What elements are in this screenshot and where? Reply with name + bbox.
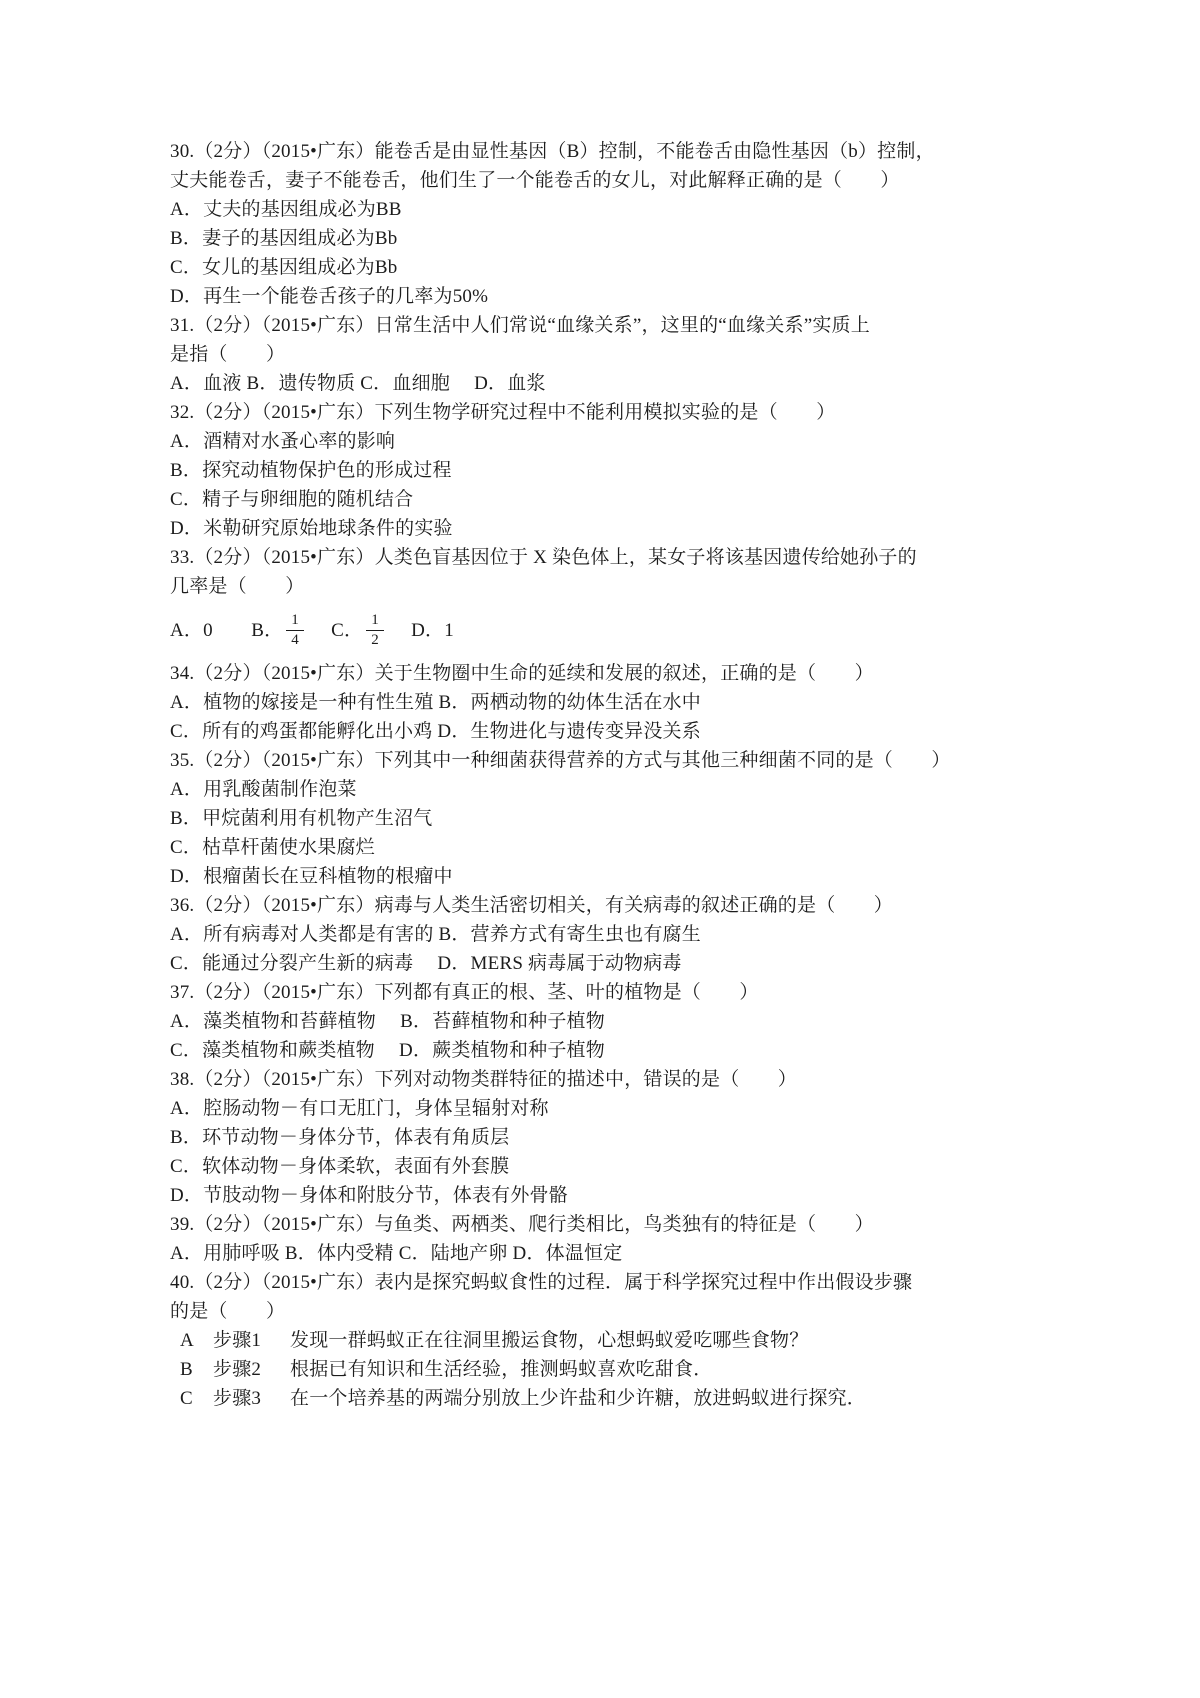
question-38-stem-line: 38.（2分）（2015•广东）下列对动物类群特征的描述中，错误的是（ ）	[170, 1069, 798, 1090]
question-39-option-line: A．用肺呼吸 B．体内受精 C．陆地产卵 D．体温恒定	[170, 1243, 623, 1264]
question-32-stem-line: 32.（2分）（2015•广东）下列生物学研究过程中不能利用模拟实验的是（ ）	[170, 402, 836, 423]
question-31-stem-line: 是指（ ）	[170, 344, 286, 365]
question-35-stem-line: 35.（2分）（2015•广东）下列其中一种细菌获得营养的方式与其他三种细菌不同的是（ ）	[170, 750, 951, 771]
question-31-option-line: A．血液 B．遗传物质 C．血细胞 D．血浆	[170, 373, 546, 394]
table-row-step: 步骤1	[213, 1330, 262, 1351]
question-32-option-line: A．酒精对水蚤心率的影响	[170, 431, 396, 452]
question-40-table-row	[170, 1384, 1070, 1413]
question-34-option-line: C．所有的鸡蛋都能孵化出小鸡 D．生物进化与遗传变异没关系	[170, 721, 701, 742]
question-40-stem-line: 的是（ ）	[170, 1301, 286, 1322]
question-34-option-line: A．植物的嫁接是一种有性生殖 B．两栖动物的幼体生活在水中	[170, 692, 701, 713]
question-34-stem-line: 34.（2分）（2015•广东）关于生物圈中生命的延续和发展的叙述，正确的是（ ）	[170, 663, 874, 684]
option-text-segment: D．1	[386, 619, 454, 641]
question-40-stem-line: 40.（2分）（2015•广东）表内是探究蚂蚁食性的过程．属于科学探究过程中作出假设步骤	[170, 1272, 913, 1293]
question-32-option-line: D．米勒研究原始地球条件的实验	[170, 518, 453, 539]
fraction-1-over-4	[286, 612, 304, 649]
table-row-step: 步骤2	[213, 1359, 262, 1380]
table-row-text: 发现一群蚂蚁正在往洞里搬运食物，心想蚂蚁爱吃哪些食物？	[290, 1330, 809, 1351]
table-row-step: 步骤3	[213, 1388, 262, 1409]
question-39-stem-line: 39.（2分）（2015•广东）与鱼类、两栖类、爬行类相比，鸟类独有的特征是（ ）	[170, 1214, 874, 1235]
question-37-option-line: C．藻类植物和蕨类植物 D．蕨类植物和种子植物	[170, 1040, 605, 1061]
question-30-stem-line: 30.（2分）（2015•广东）能卷舌是由显性基因（B）控制，不能卷舌由隐性基因（b）控制，	[170, 141, 935, 162]
exam-content	[170, 137, 1070, 1413]
question-38-option-line: A．腔肠动物－有口无肛门，身体呈辐射对称	[170, 1098, 549, 1119]
question-37-option-line: A．藻类植物和苔藓植物 B．苔藓植物和种子植物	[170, 1011, 605, 1032]
table-row-label: A	[180, 1330, 194, 1351]
question-35-option-line: C．枯草杆菌使水果腐烂	[170, 837, 375, 858]
question-30-option-line: A．丈夫的基因组成必为BB	[170, 199, 402, 220]
fraction-1-over-2	[366, 612, 384, 649]
question-31-stem-line: 31.（2分）（2015•广东）日常生活中人们常说“血缘关系”，这里的“血缘关系”实质上	[170, 315, 870, 336]
question-37-stem-line: 37.（2分）（2015•广东）下列都有真正的根、茎、叶的植物是（ ）	[170, 982, 759, 1003]
table-row-label: C	[180, 1388, 193, 1409]
fraction-numerator: 1	[366, 612, 384, 631]
question-33-options-fraction-line	[170, 601, 1070, 659]
question-35-option-line: D．根瘤菌长在豆科植物的根瘤中	[170, 866, 453, 887]
table-row-text: 在一个培养基的两端分别放上少许盐和少许糖，放进蚂蚁进行探究．	[290, 1388, 867, 1409]
question-32-option-line: C．精子与卵细胞的随机结合	[170, 489, 414, 510]
question-30-option-line: D．再生一个能卷舌孩子的几率为50%	[170, 286, 489, 307]
question-33-stem-line: 33.（2分）（2015•广东）人类色盲基因位于 X 染色体上，某女子将该基因遗传给她孙子的	[170, 547, 917, 568]
question-38-option-line: B．环节动物－身体分节，体表有角质层	[170, 1127, 510, 1148]
question-38-option-line: D．节肢动物－身体和附肢分节，体表有外骨骼	[170, 1185, 568, 1206]
question-33-stem-line: 几率是（ ）	[170, 576, 305, 597]
fraction-denominator: 4	[291, 631, 299, 648]
question-36-option-line: A．所有病毒对人类都是有害的 B．营养方式有寄生虫也有腐生	[170, 924, 701, 945]
question-32-option-line: B．探究动植物保护色的形成过程	[170, 460, 452, 481]
table-row-text: 根据已有知识和生活经验，推测蚂蚁喜欢吃甜食．	[290, 1359, 713, 1380]
question-40-table-row	[170, 1355, 1070, 1384]
question-30-option-line: C．女儿的基因组成必为Bb	[170, 257, 398, 278]
option-text-segment: C．	[307, 619, 364, 641]
question-35-option-line: B．甲烷菌利用有机物产生沼气	[170, 808, 433, 829]
option-text-segment: A．0 B．	[170, 619, 284, 641]
fraction-denominator: 2	[371, 631, 379, 648]
question-30-option-line: B．妻子的基因组成必为Bb	[170, 228, 398, 249]
table-row-label: B	[180, 1359, 193, 1380]
fraction-numerator: 1	[286, 612, 304, 631]
question-36-stem-line: 36.（2分）（2015•广东）病毒与人类生活密切相关，有关病毒的叙述正确的是（ ）	[170, 895, 894, 916]
question-35-option-line: A．用乳酸菌制作泡菜	[170, 779, 357, 800]
question-30-stem-line: 丈夫能卷舌，妻子不能卷舌，他们生了一个能卷舌的女儿，对此解释正确的是（ ）	[170, 170, 900, 191]
question-36-option-line: C．能通过分裂产生新的病毒 D．MERS 病毒属于动物病毒	[170, 953, 682, 974]
question-40-table-row	[170, 1326, 1070, 1355]
question-38-option-line: C．软体动物－身体柔软，表面有外套膜	[170, 1156, 510, 1177]
